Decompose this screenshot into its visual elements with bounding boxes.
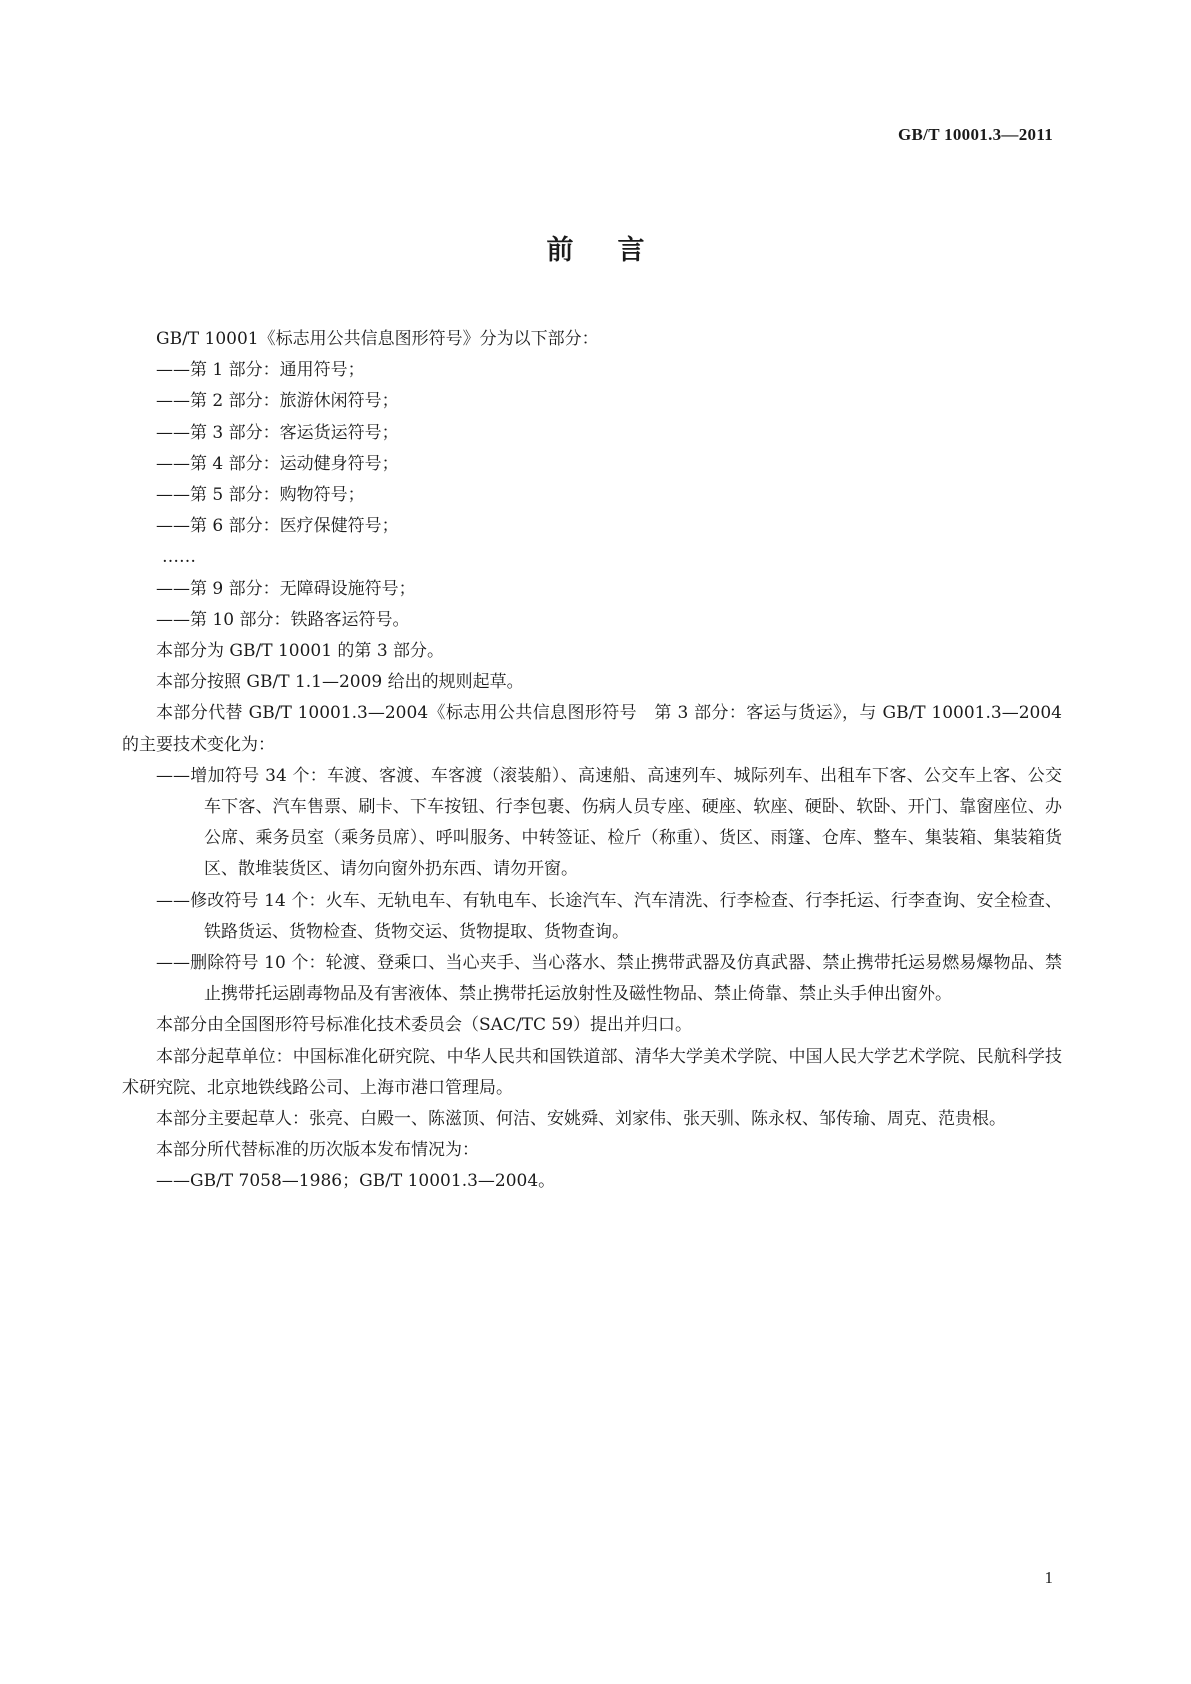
drafting-rules-paragraph: 本部分按照 GB/T 1.1—2009 给出的规则起草。 — [156, 672, 524, 693]
ellipsis: …… — [162, 547, 196, 568]
intro-paragraph: GB/T 10001《标志用公共信息图形符号》分为以下部分： — [156, 329, 599, 349]
part-list-item: ——第 2 部分：旅游休闲符号； — [156, 391, 399, 412]
part-list-item: ——第 3 部分：客运货运符号； — [156, 422, 399, 443]
change-list-item: ——修改符号 14 个：火车、无轨电车、有轨电车、长途汽车、汽车清洗、行李检查、行李托运、行李查询、安全检查、铁路货运、货物检查、货物交运、货物提取、货物查询。 — [156, 890, 1062, 942]
history-list-item: ——GB/T 7058—1986；GB/T 10001.3—2004。 — [156, 1171, 556, 1192]
drafters-paragraph: 本部分主要起草人：张亮、白殿一、陈滋顶、何洁、安姚舜、刘家伟、张天驯、陈永权、邹传瑜、周克、范贵根。 — [156, 1109, 1006, 1130]
part-list-item: ——第 1 部分：通用符号； — [156, 360, 365, 381]
foreword-body — [122, 324, 1062, 1198]
page-title: 前言 — [546, 235, 689, 266]
change-list-item: ——删除符号 10 个：轮渡、登乘口、当心夹手、当心落水、禁止携带武器及仿真武器、禁止携带托运易燃易爆物品、禁止携带托运剧毒物品及有害液体、禁止携带托运放射性及磁性物品、禁止倚靠、禁止头手伸出窗外。 — [156, 953, 1062, 1005]
standard-code: GB/T 10001.3—2011 — [898, 125, 1053, 144]
part-list-item: ——第 6 部分：医疗保健符号； — [156, 516, 399, 537]
proposer-paragraph: 本部分由全国图形符号标准化技术委员会（SAC/TC 59）提出并归口。 — [156, 1015, 693, 1036]
history-intro-paragraph: 本部分所代替标准的历次版本发布情况为： — [156, 1140, 479, 1161]
replaces-paragraph: 本部分代替 GB/T 10001.3—2004《标志用公共信息图形符号 第 3 部分：客运与货运》，与 GB/T 10001.3—2004 的主要技术变化为： — [122, 703, 1062, 755]
part-list-item: ——第 5 部分：购物符号； — [156, 485, 365, 506]
part-list-item: ——第 4 部分：运动健身符号； — [156, 453, 399, 474]
part-list-item: ——第 10 部分：铁路客运符号。 — [156, 609, 410, 630]
part-of-paragraph: 本部分为 GB/T 10001 的第 3 部分。 — [156, 641, 445, 662]
page-number: 1 — [1044, 1568, 1053, 1587]
change-list-item: ——增加符号 34 个：车渡、客渡、车客渡（滚装船）、高速船、高速列车、城际列车、出租车下客、公交车上客、公交车下客、汽车售票、刷卡、下车按钮、行李包裹、伤病人员专座、硬座、软座、硬卧、软卧、开门、靠窗座位、办公席、乘务员室（乘务员席）、呼叫服务、中转签证、检斤（称重）、货区、雨篷、仓库、整车、集装箱、集装箱货区、散堆装货区、请勿向窗外扔东西、请勿开窗。 — [156, 765, 1062, 880]
part-list-item: ——第 9 部分：无障碍设施符号； — [156, 578, 416, 599]
drafting-units-paragraph: 本部分起草单位：中国标准化研究院、中华人民共和国铁道部、清华大学美术学院、中国人民大学艺术学院、民航科学技术研究院、北京地铁线路公司、上海市港口管理局。 — [122, 1046, 1062, 1098]
